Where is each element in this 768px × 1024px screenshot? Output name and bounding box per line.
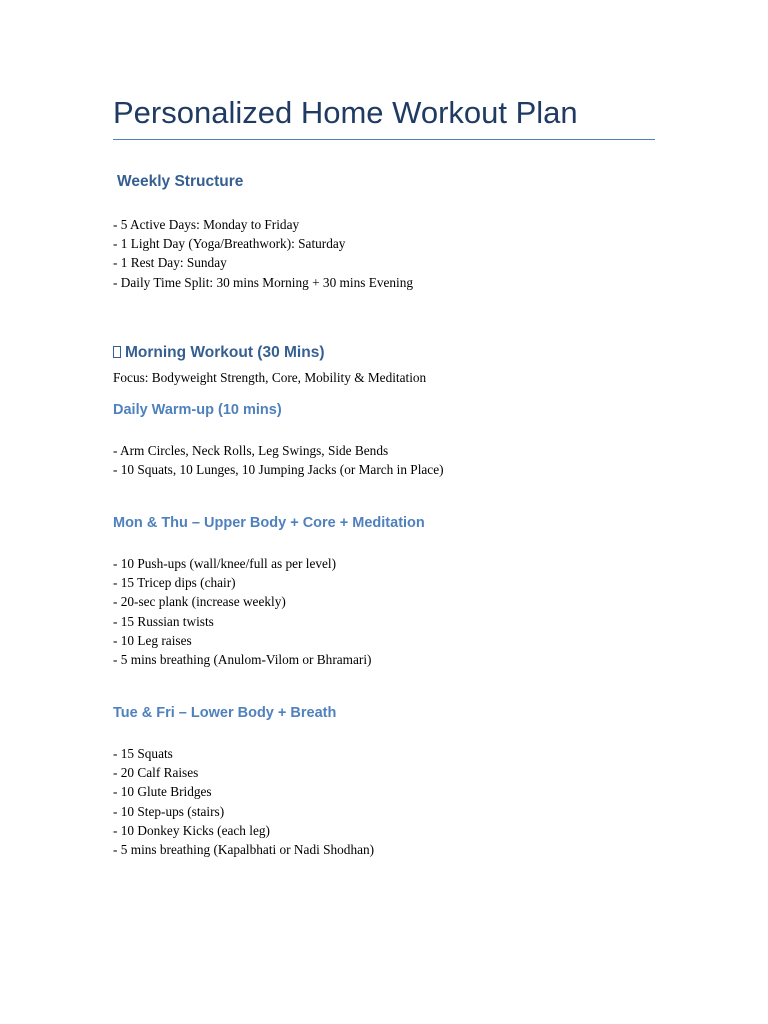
mon-thu-list bbox=[113, 554, 371, 669]
list-item: - 5 mins breathing (Kapalbhati or Nadi Shodhan) bbox=[113, 841, 375, 857]
title-underline bbox=[113, 139, 655, 140]
list-item: - 20-sec plank (increase weekly) bbox=[113, 594, 286, 610]
warmup-list bbox=[113, 441, 444, 479]
morning-focus-text: Focus: Bodyweight Strength, Core, Mobility & Meditation bbox=[113, 370, 427, 385]
morning-workout-heading-text: Morning Workout (30 Mins) bbox=[125, 344, 325, 361]
list-item: - 10 Leg raises bbox=[113, 632, 192, 648]
list-item: - 1 Light Day (Yoga/Breathwork): Saturday bbox=[113, 236, 346, 252]
tue-fri-list bbox=[113, 744, 374, 859]
mon-thu-heading: Mon & Thu – Upper Body + Core + Meditation bbox=[113, 515, 425, 531]
list-item: - 15 Russian twists bbox=[113, 613, 214, 629]
list-item: - 10 Squats, 10 Lunges, 10 Jumping Jacks (or March in Place) bbox=[113, 462, 444, 478]
list-item: - 15 Tricep dips (chair) bbox=[113, 575, 236, 591]
list-item: - 1 Rest Day: Sunday bbox=[113, 255, 227, 271]
tue-fri-heading: Tue & Fri – Lower Body + Breath bbox=[113, 705, 337, 721]
list-item: - 10 Push-ups (wall/knee/full as per level) bbox=[113, 556, 337, 571]
missing-glyph-icon bbox=[113, 346, 121, 358]
list-item: - 15 Squats bbox=[113, 746, 173, 761]
list-item: - Daily Time Split: 30 mins Morning + 30 mins Evening bbox=[113, 274, 414, 290]
list-item: - 10 Step-ups (stairs) bbox=[113, 803, 225, 819]
list-item: - 10 Glute Bridges bbox=[113, 784, 212, 800]
list-item: - 5 mins breathing (Anulom-Vilom or Bhramari) bbox=[113, 651, 372, 667]
list-item: - 5 Active Days: Monday to Friday bbox=[113, 217, 300, 232]
weekly-structure-list bbox=[113, 215, 413, 292]
document-title: Personalized Home Workout Plan bbox=[113, 95, 578, 130]
list-item: - 10 Donkey Kicks (each leg) bbox=[113, 822, 270, 838]
warmup-heading: Daily Warm-up (10 mins) bbox=[113, 402, 282, 418]
list-item: - Arm Circles, Neck Rolls, Leg Swings, Side Bends bbox=[113, 443, 389, 458]
weekly-structure-heading: Weekly Structure bbox=[117, 173, 244, 190]
list-item: - 20 Calf Raises bbox=[113, 765, 199, 781]
morning-workout-heading bbox=[113, 343, 324, 363]
